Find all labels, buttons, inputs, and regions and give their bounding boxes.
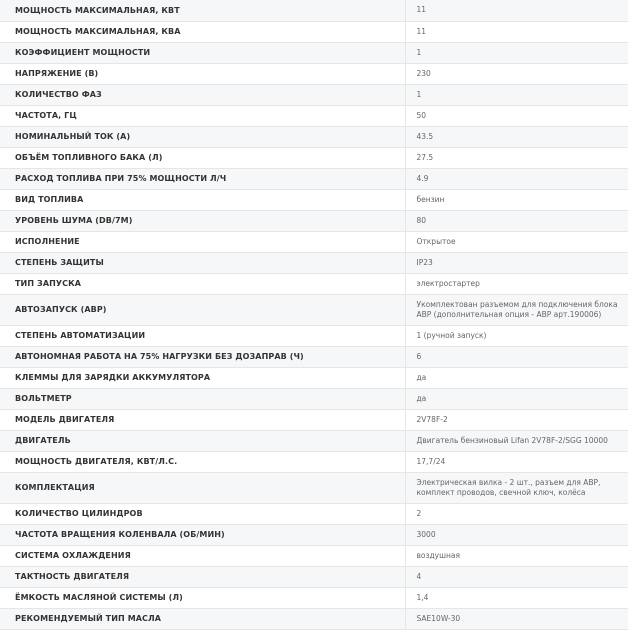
spec-value: электростартер [405,273,628,294]
spec-name: СИСТЕМА ОХЛАЖДЕНИЯ [0,545,405,566]
spec-value: воздушная [405,545,628,566]
spec-value: Электрическая вилка - 2 шт., разъем для АВР, комплект проводов, свечной ключ, колёса [405,472,628,503]
spec-row [0,231,628,252]
spec-value: да [405,367,628,388]
spec-name: ЧАСТОТА, ГЦ [0,105,405,126]
spec-name: ТИП ЗАПУСКА [0,273,405,294]
spec-name: ДВИГАТЕЛЬ [0,430,405,451]
spec-value: 50 [405,105,628,126]
spec-row [0,367,628,388]
spec-name: ТАКТНОСТЬ ДВИГАТЕЛЯ [0,566,405,587]
spec-row [0,126,628,147]
spec-name: ЁМКОСТЬ МАСЛЯНОЙ СИСТЕМЫ (Л) [0,587,405,608]
spec-value: бензин [405,189,628,210]
spec-value: 1 [405,84,628,105]
spec-row [0,451,628,472]
spec-value: Двигатель бензиновый Lifan 2V78F-2/SGG 10000 [405,430,628,451]
spec-value: 80 [405,210,628,231]
spec-value: 2 [405,503,628,524]
spec-row [0,147,628,168]
spec-name: РЕКОМЕНДУЕМЫЙ ТИП МАСЛА [0,608,405,629]
spec-row [0,566,628,587]
spec-name: МОЩНОСТЬ МАКСИМАЛЬНАЯ, КВТ [0,0,405,21]
spec-row [0,273,628,294]
spec-value: 2V78F-2 [405,409,628,430]
spec-row [0,472,628,503]
spec-name: СТЕПЕНЬ ЗАЩИТЫ [0,252,405,273]
spec-name: МОЩНОСТЬ ДВИГАТЕЛЯ, КВТ/Л.С. [0,451,405,472]
spec-name: УРОВЕНЬ ШУМА (DB/7M) [0,210,405,231]
spec-name: КОМПЛЕКТАЦИЯ [0,472,405,503]
spec-value: 27.5 [405,147,628,168]
spec-value: 17,7/24 [405,451,628,472]
spec-row [0,210,628,231]
spec-name: КОЭФФИЦИЕНТ МОЩНОСТИ [0,42,405,63]
spec-value: 43.5 [405,126,628,147]
spec-row [0,524,628,545]
spec-name: ОБЪЁМ ТОПЛИВНОГО БАКА (Л) [0,147,405,168]
spec-row [0,430,628,451]
spec-name: МОДЕЛЬ ДВИГАТЕЛЯ [0,409,405,430]
spec-row [0,587,628,608]
spec-name: НОМИНАЛЬНЫЙ ТОК (А) [0,126,405,147]
spec-name: КОЛИЧЕСТВО ФАЗ [0,84,405,105]
spec-name: РАСХОД ТОПЛИВА ПРИ 75% МОЩНОСТИ Л/Ч [0,168,405,189]
spec-value: 11 [405,21,628,42]
spec-value: 6 [405,346,628,367]
spec-value: 4 [405,566,628,587]
spec-value: SAE10W-30 [405,608,628,629]
spec-name: ИСПОЛНЕНИЕ [0,231,405,252]
spec-row [0,346,628,367]
spec-row [0,388,628,409]
spec-name: МОЩНОСТЬ МАКСИМАЛЬНАЯ, КВА [0,21,405,42]
spec-row [0,503,628,524]
spec-row [0,294,628,325]
spec-value: IP23 [405,252,628,273]
spec-row [0,63,628,84]
spec-row [0,545,628,566]
spec-value: 4.9 [405,168,628,189]
spec-value: 1,4 [405,587,628,608]
spec-row [0,42,628,63]
spec-row [0,168,628,189]
spec-name: ВОЛЬТМЕТР [0,388,405,409]
spec-name: НАПРЯЖЕНИЕ (В) [0,63,405,84]
spec-value: Укомплектован разъемом для подключения блока АВР (дополнительная опция - АВР арт.190006) [405,294,628,325]
spec-value: 3000 [405,524,628,545]
spec-value: да [405,388,628,409]
spec-row [0,189,628,210]
spec-name: КЛЕММЫ ДЛЯ ЗАРЯДКИ АККУМУЛЯТОРА [0,367,405,388]
spec-name: АВТОЗАПУСК (АВР) [0,294,405,325]
spec-row [0,21,628,42]
spec-row [0,105,628,126]
spec-row [0,0,628,21]
spec-value: 230 [405,63,628,84]
spec-row [0,608,628,629]
spec-name: СТЕПЕНЬ АВТОМАТИЗАЦИИ [0,325,405,346]
spec-row [0,325,628,346]
spec-row [0,84,628,105]
spec-name: АВТОНОМНАЯ РАБОТА НА 75% НАГРУЗКИ БЕЗ ДОЗАПРАВ (Ч) [0,346,405,367]
spec-row [0,409,628,430]
spec-row [0,252,628,273]
spec-value: Открытое [405,231,628,252]
spec-value: 1 (ручной запуск) [405,325,628,346]
spec-name: ЧАСТОТА ВРАЩЕНИЯ КОЛЕНВАЛА (ОБ/МИН) [0,524,405,545]
spec-value: 11 [405,0,628,21]
spec-name: КОЛИЧЕСТВО ЦИЛИНДРОВ [0,503,405,524]
spec-value: 1 [405,42,628,63]
spec-name: ВИД ТОПЛИВА [0,189,405,210]
